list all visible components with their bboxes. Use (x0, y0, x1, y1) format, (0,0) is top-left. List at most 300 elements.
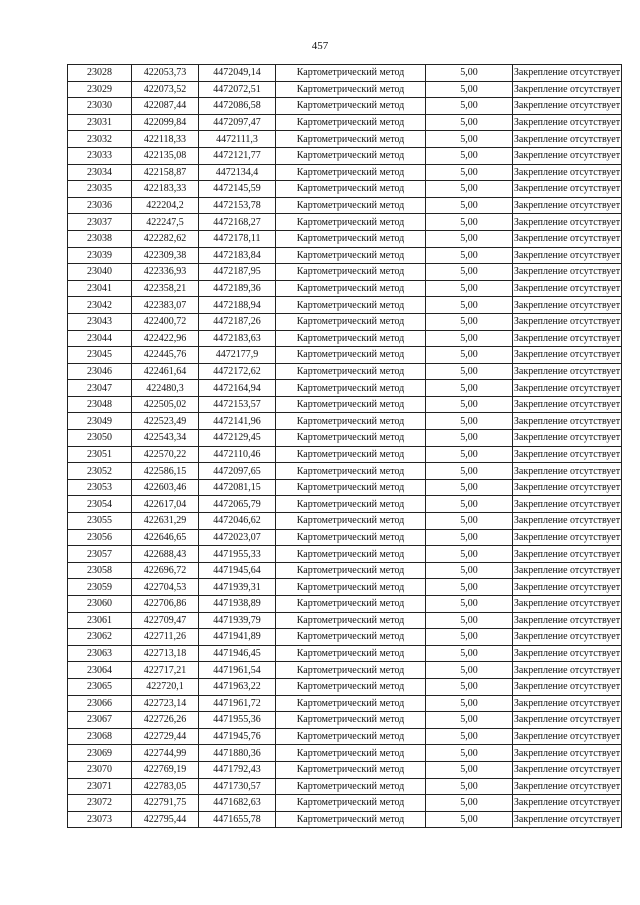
point-number-cell: 23028 (68, 65, 132, 82)
table-row (68, 513, 622, 530)
accuracy-cell: 5,00 (426, 496, 513, 513)
table-row (68, 745, 622, 762)
point-number-cell: 23052 (68, 463, 132, 480)
point-number-cell: 23031 (68, 114, 132, 131)
x-coordinate-cell: 422135,08 (132, 147, 199, 164)
table-row (68, 280, 622, 297)
fixation-cell: Закрепление отсутствует (513, 197, 622, 214)
y-coordinate-cell: 4471938,89 (199, 596, 276, 613)
fixation-cell: Закрепление отсутствует (513, 612, 622, 629)
y-coordinate-cell: 4472141,96 (199, 413, 276, 430)
fixation-cell: Закрепление отсутствует (513, 496, 622, 513)
point-number-cell: 23043 (68, 313, 132, 330)
y-coordinate-cell: 4472086,58 (199, 98, 276, 115)
y-coordinate-cell: 4472153,57 (199, 396, 276, 413)
y-coordinate-cell: 4472183,84 (199, 247, 276, 264)
y-coordinate-cell: 4472072,51 (199, 81, 276, 98)
x-coordinate-cell: 422400,72 (132, 313, 199, 330)
table-row (68, 562, 622, 579)
method-cell: Картометрический метод (276, 529, 426, 546)
accuracy-cell: 5,00 (426, 612, 513, 629)
fixation-cell: Закрепление отсутствует (513, 330, 622, 347)
accuracy-cell: 5,00 (426, 430, 513, 447)
accuracy-cell: 5,00 (426, 463, 513, 480)
y-coordinate-cell: 4471963,22 (199, 678, 276, 695)
accuracy-cell: 5,00 (426, 745, 513, 762)
fixation-cell: Закрепление отсутствует (513, 513, 622, 530)
y-coordinate-cell: 4471945,76 (199, 728, 276, 745)
y-coordinate-cell: 4471655,78 (199, 811, 276, 828)
y-coordinate-cell: 4472046,62 (199, 513, 276, 530)
table-row (68, 612, 622, 629)
point-number-cell: 23029 (68, 81, 132, 98)
fixation-cell: Закрепление отсутствует (513, 811, 622, 828)
fixation-cell: Закрепление отсутствует (513, 479, 622, 496)
table-row (68, 81, 622, 98)
x-coordinate-cell: 422422,96 (132, 330, 199, 347)
accuracy-cell: 5,00 (426, 795, 513, 812)
y-coordinate-cell: 4471939,31 (199, 579, 276, 596)
y-coordinate-cell: 4471939,79 (199, 612, 276, 629)
x-coordinate-cell: 422204,2 (132, 197, 199, 214)
method-cell: Картометрический метод (276, 546, 426, 563)
method-cell: Картометрический метод (276, 98, 426, 115)
fixation-cell: Закрепление отсутствует (513, 98, 622, 115)
method-cell: Картометрический метод (276, 662, 426, 679)
fixation-cell: Закрепление отсутствует (513, 264, 622, 281)
table-row (68, 297, 622, 314)
method-cell: Картометрический метод (276, 695, 426, 712)
point-number-cell: 23072 (68, 795, 132, 812)
point-number-cell: 23051 (68, 446, 132, 463)
fixation-cell: Закрепление отсутствует (513, 313, 622, 330)
fixation-cell: Закрепление отсутствует (513, 280, 622, 297)
x-coordinate-cell: 422099,84 (132, 114, 199, 131)
y-coordinate-cell: 4472097,65 (199, 463, 276, 480)
y-coordinate-cell: 4471946,45 (199, 645, 276, 662)
point-number-cell: 23062 (68, 629, 132, 646)
y-coordinate-cell: 4471880,36 (199, 745, 276, 762)
table-row (68, 662, 622, 679)
accuracy-cell: 5,00 (426, 214, 513, 231)
y-coordinate-cell: 4472023,07 (199, 529, 276, 546)
x-coordinate-cell: 422158,87 (132, 164, 199, 181)
accuracy-cell: 5,00 (426, 811, 513, 828)
method-cell: Картометрический метод (276, 496, 426, 513)
fixation-cell: Закрепление отсутствует (513, 678, 622, 695)
table-row (68, 264, 622, 281)
x-coordinate-cell: 422336,93 (132, 264, 199, 281)
point-number-cell: 23045 (68, 347, 132, 364)
table-row (68, 131, 622, 148)
accuracy-cell: 5,00 (426, 313, 513, 330)
y-coordinate-cell: 4472134,4 (199, 164, 276, 181)
fixation-cell: Закрепление отсутствует (513, 795, 622, 812)
accuracy-cell: 5,00 (426, 712, 513, 729)
table-row (68, 181, 622, 198)
x-coordinate-cell: 422480,3 (132, 380, 199, 397)
point-number-cell: 23066 (68, 695, 132, 712)
method-cell: Картометрический метод (276, 247, 426, 264)
method-cell: Картометрический метод (276, 313, 426, 330)
y-coordinate-cell: 4471730,57 (199, 778, 276, 795)
point-number-cell: 23059 (68, 579, 132, 596)
x-coordinate-cell: 422720,1 (132, 678, 199, 695)
table-row (68, 446, 622, 463)
fixation-cell: Закрепление отсутствует (513, 214, 622, 231)
x-coordinate-cell: 422505,02 (132, 396, 199, 413)
method-cell: Картометрический метод (276, 761, 426, 778)
x-coordinate-cell: 422717,21 (132, 662, 199, 679)
accuracy-cell: 5,00 (426, 147, 513, 164)
point-number-cell: 23063 (68, 645, 132, 662)
x-coordinate-cell: 422183,33 (132, 181, 199, 198)
point-number-cell: 23055 (68, 513, 132, 530)
fixation-cell: Закрепление отсутствует (513, 81, 622, 98)
table-row (68, 330, 622, 347)
y-coordinate-cell: 4471961,72 (199, 695, 276, 712)
point-number-cell: 23064 (68, 662, 132, 679)
table-row (68, 147, 622, 164)
y-coordinate-cell: 4472187,26 (199, 313, 276, 330)
method-cell: Картометрический метод (276, 396, 426, 413)
y-coordinate-cell: 4471955,36 (199, 712, 276, 729)
table-row (68, 313, 622, 330)
fixation-cell: Закрепление отсутствует (513, 761, 622, 778)
y-coordinate-cell: 4472188,94 (199, 297, 276, 314)
accuracy-cell: 5,00 (426, 579, 513, 596)
fixation-cell: Закрепление отсутствует (513, 131, 622, 148)
table-row (68, 463, 622, 480)
point-number-cell: 23030 (68, 98, 132, 115)
fixation-cell: Закрепление отсутствует (513, 546, 622, 563)
point-number-cell: 23061 (68, 612, 132, 629)
fixation-cell: Закрепление отсутствует (513, 396, 622, 413)
y-coordinate-cell: 4472183,63 (199, 330, 276, 347)
point-number-cell: 23042 (68, 297, 132, 314)
x-coordinate-cell: 422461,64 (132, 363, 199, 380)
accuracy-cell: 5,00 (426, 197, 513, 214)
point-number-cell: 23060 (68, 596, 132, 613)
point-number-cell: 23050 (68, 430, 132, 447)
accuracy-cell: 5,00 (426, 81, 513, 98)
x-coordinate-cell: 422769,19 (132, 761, 199, 778)
table-row (68, 529, 622, 546)
method-cell: Картометрический метод (276, 430, 426, 447)
accuracy-cell: 5,00 (426, 280, 513, 297)
method-cell: Картометрический метод (276, 513, 426, 530)
accuracy-cell: 5,00 (426, 264, 513, 281)
method-cell: Картометрический метод (276, 197, 426, 214)
method-cell: Картометрический метод (276, 745, 426, 762)
x-coordinate-cell: 422744,99 (132, 745, 199, 762)
y-coordinate-cell: 4472110,46 (199, 446, 276, 463)
fixation-cell: Закрепление отсутствует (513, 695, 622, 712)
fixation-cell: Закрепление отсутствует (513, 164, 622, 181)
x-coordinate-cell: 422791,75 (132, 795, 199, 812)
fixation-cell: Закрепление отсутствует (513, 247, 622, 264)
accuracy-cell: 5,00 (426, 662, 513, 679)
fixation-cell: Закрепление отсутствует (513, 114, 622, 131)
x-coordinate-cell: 422118,33 (132, 131, 199, 148)
point-number-cell: 23040 (68, 264, 132, 281)
method-cell: Картометрический метод (276, 65, 426, 82)
method-cell: Картометрический метод (276, 131, 426, 148)
accuracy-cell: 5,00 (426, 363, 513, 380)
table-row (68, 65, 622, 82)
fixation-cell: Закрепление отсутствует (513, 596, 622, 613)
table-row (68, 479, 622, 496)
table-row (68, 396, 622, 413)
table-body (68, 65, 622, 828)
accuracy-cell: 5,00 (426, 728, 513, 745)
table-row (68, 579, 622, 596)
point-number-cell: 23039 (68, 247, 132, 264)
y-coordinate-cell: 4472177,9 (199, 347, 276, 364)
method-cell: Картометрический метод (276, 363, 426, 380)
point-number-cell: 23053 (68, 479, 132, 496)
method-cell: Картометрический метод (276, 81, 426, 98)
y-coordinate-cell: 4472189,36 (199, 280, 276, 297)
y-coordinate-cell: 4472065,79 (199, 496, 276, 513)
point-number-cell: 23034 (68, 164, 132, 181)
method-cell: Картометрический метод (276, 795, 426, 812)
x-coordinate-cell: 422445,76 (132, 347, 199, 364)
x-coordinate-cell: 422783,05 (132, 778, 199, 795)
x-coordinate-cell: 422358,21 (132, 280, 199, 297)
method-cell: Картометрический метод (276, 264, 426, 281)
accuracy-cell: 5,00 (426, 297, 513, 314)
table-row (68, 380, 622, 397)
table-row (68, 347, 622, 364)
accuracy-cell: 5,00 (426, 596, 513, 613)
y-coordinate-cell: 4471961,54 (199, 662, 276, 679)
x-coordinate-cell: 422586,15 (132, 463, 199, 480)
table-row (68, 712, 622, 729)
method-cell: Картометрический метод (276, 147, 426, 164)
table-row (68, 811, 622, 828)
method-cell: Картометрический метод (276, 811, 426, 828)
accuracy-cell: 5,00 (426, 546, 513, 563)
table-row (68, 496, 622, 513)
table-row (68, 678, 622, 695)
fixation-cell: Закрепление отсутствует (513, 363, 622, 380)
point-number-cell: 23058 (68, 562, 132, 579)
y-coordinate-cell: 4471941,89 (199, 629, 276, 646)
table-row (68, 413, 622, 430)
fixation-cell: Закрепление отсутствует (513, 446, 622, 463)
page-number: 457 (311, 40, 329, 52)
fixation-cell: Закрепление отсутствует (513, 430, 622, 447)
accuracy-cell: 5,00 (426, 65, 513, 82)
method-cell: Картометрический метод (276, 214, 426, 231)
accuracy-cell: 5,00 (426, 247, 513, 264)
fixation-cell: Закрепление отсутствует (513, 745, 622, 762)
table-row (68, 247, 622, 264)
y-coordinate-cell: 4471792,43 (199, 761, 276, 778)
point-number-cell: 23056 (68, 529, 132, 546)
x-coordinate-cell: 422709,47 (132, 612, 199, 629)
y-coordinate-cell: 4472164,94 (199, 380, 276, 397)
point-number-cell: 23071 (68, 778, 132, 795)
y-coordinate-cell: 4472178,11 (199, 230, 276, 247)
point-number-cell: 23044 (68, 330, 132, 347)
x-coordinate-cell: 422053,73 (132, 65, 199, 82)
accuracy-cell: 5,00 (426, 479, 513, 496)
accuracy-cell: 5,00 (426, 98, 513, 115)
x-coordinate-cell: 422603,46 (132, 479, 199, 496)
accuracy-cell: 5,00 (426, 695, 513, 712)
fixation-cell: Закрепление отсутствует (513, 562, 622, 579)
accuracy-cell: 5,00 (426, 131, 513, 148)
x-coordinate-cell: 422631,29 (132, 513, 199, 530)
table-row (68, 197, 622, 214)
fixation-cell: Закрепление отсутствует (513, 463, 622, 480)
accuracy-cell: 5,00 (426, 347, 513, 364)
y-coordinate-cell: 4472153,78 (199, 197, 276, 214)
accuracy-cell: 5,00 (426, 413, 513, 430)
y-coordinate-cell: 4471945,64 (199, 562, 276, 579)
accuracy-cell: 5,00 (426, 230, 513, 247)
point-number-cell: 23037 (68, 214, 132, 231)
method-cell: Картометрический метод (276, 114, 426, 131)
y-coordinate-cell: 4472129,45 (199, 430, 276, 447)
fixation-cell: Закрепление отсутствует (513, 778, 622, 795)
fixation-cell: Закрепление отсутствует (513, 181, 622, 198)
method-cell: Картометрический метод (276, 645, 426, 662)
accuracy-cell: 5,00 (426, 761, 513, 778)
method-cell: Картометрический метод (276, 629, 426, 646)
method-cell: Картометрический метод (276, 413, 426, 430)
method-cell: Картометрический метод (276, 579, 426, 596)
accuracy-cell: 5,00 (426, 380, 513, 397)
table-row (68, 430, 622, 447)
coordinates-table (67, 64, 622, 828)
table-row (68, 214, 622, 231)
table-row (68, 596, 622, 613)
x-coordinate-cell: 422543,34 (132, 430, 199, 447)
fixation-cell: Закрепление отсутствует (513, 662, 622, 679)
y-coordinate-cell: 4472097,47 (199, 114, 276, 131)
accuracy-cell: 5,00 (426, 330, 513, 347)
x-coordinate-cell: 422646,65 (132, 529, 199, 546)
fixation-cell: Закрепление отсутствует (513, 147, 622, 164)
x-coordinate-cell: 422729,44 (132, 728, 199, 745)
y-coordinate-cell: 4472187,95 (199, 264, 276, 281)
y-coordinate-cell: 4472111,3 (199, 131, 276, 148)
point-number-cell: 23046 (68, 363, 132, 380)
x-coordinate-cell: 422073,52 (132, 81, 199, 98)
fixation-cell: Закрепление отсутствует (513, 529, 622, 546)
accuracy-cell: 5,00 (426, 114, 513, 131)
x-coordinate-cell: 422688,43 (132, 546, 199, 563)
point-number-cell: 23067 (68, 712, 132, 729)
point-number-cell: 23068 (68, 728, 132, 745)
x-coordinate-cell: 422282,62 (132, 230, 199, 247)
method-cell: Картометрический метод (276, 778, 426, 795)
x-coordinate-cell: 422704,53 (132, 579, 199, 596)
y-coordinate-cell: 4472049,14 (199, 65, 276, 82)
x-coordinate-cell: 422726,26 (132, 712, 199, 729)
method-cell: Картометрический метод (276, 446, 426, 463)
y-coordinate-cell: 4472168,27 (199, 214, 276, 231)
point-number-cell: 23065 (68, 678, 132, 695)
table-row (68, 761, 622, 778)
table-row (68, 546, 622, 563)
accuracy-cell: 5,00 (426, 396, 513, 413)
accuracy-cell: 5,00 (426, 513, 513, 530)
table-row (68, 645, 622, 662)
point-number-cell: 23041 (68, 280, 132, 297)
y-coordinate-cell: 4472145,59 (199, 181, 276, 198)
point-number-cell: 23035 (68, 181, 132, 198)
fixation-cell: Закрепление отсутствует (513, 413, 622, 430)
fixation-cell: Закрепление отсутствует (513, 230, 622, 247)
table-row (68, 363, 622, 380)
y-coordinate-cell: 4472121,77 (199, 147, 276, 164)
accuracy-cell: 5,00 (426, 562, 513, 579)
fixation-cell: Закрепление отсутствует (513, 645, 622, 662)
x-coordinate-cell: 422617,04 (132, 496, 199, 513)
fixation-cell: Закрепление отсутствует (513, 65, 622, 82)
table-row (68, 778, 622, 795)
y-coordinate-cell: 4472172,62 (199, 363, 276, 380)
accuracy-cell: 5,00 (426, 181, 513, 198)
method-cell: Картометрический метод (276, 562, 426, 579)
x-coordinate-cell: 422383,07 (132, 297, 199, 314)
table-row (68, 728, 622, 745)
method-cell: Картометрический метод (276, 463, 426, 480)
fixation-cell: Закрепление отсутствует (513, 579, 622, 596)
accuracy-cell: 5,00 (426, 678, 513, 695)
table-row (68, 98, 622, 115)
method-cell: Картометрический метод (276, 479, 426, 496)
accuracy-cell: 5,00 (426, 645, 513, 662)
point-number-cell: 23073 (68, 811, 132, 828)
method-cell: Картометрический метод (276, 612, 426, 629)
x-coordinate-cell: 422711,26 (132, 629, 199, 646)
x-coordinate-cell: 422309,38 (132, 247, 199, 264)
table-row (68, 164, 622, 181)
fixation-cell: Закрепление отсутствует (513, 629, 622, 646)
fixation-cell: Закрепление отсутствует (513, 380, 622, 397)
x-coordinate-cell: 422706,86 (132, 596, 199, 613)
point-number-cell: 23038 (68, 230, 132, 247)
point-number-cell: 23057 (68, 546, 132, 563)
accuracy-cell: 5,00 (426, 778, 513, 795)
point-number-cell: 23070 (68, 761, 132, 778)
point-number-cell: 23036 (68, 197, 132, 214)
point-number-cell: 23032 (68, 131, 132, 148)
accuracy-cell: 5,00 (426, 529, 513, 546)
method-cell: Картометрический метод (276, 230, 426, 247)
fixation-cell: Закрепление отсутствует (513, 297, 622, 314)
x-coordinate-cell: 422723,14 (132, 695, 199, 712)
y-coordinate-cell: 4472081,15 (199, 479, 276, 496)
y-coordinate-cell: 4471955,33 (199, 546, 276, 563)
table-row (68, 629, 622, 646)
accuracy-cell: 5,00 (426, 164, 513, 181)
method-cell: Картометрический метод (276, 164, 426, 181)
method-cell: Картометрический метод (276, 280, 426, 297)
method-cell: Картометрический метод (276, 380, 426, 397)
x-coordinate-cell: 422713,18 (132, 645, 199, 662)
point-number-cell: 23054 (68, 496, 132, 513)
y-coordinate-cell: 4471682,63 (199, 795, 276, 812)
fixation-cell: Закрепление отсутствует (513, 712, 622, 729)
method-cell: Картометрический метод (276, 596, 426, 613)
method-cell: Картометрический метод (276, 330, 426, 347)
